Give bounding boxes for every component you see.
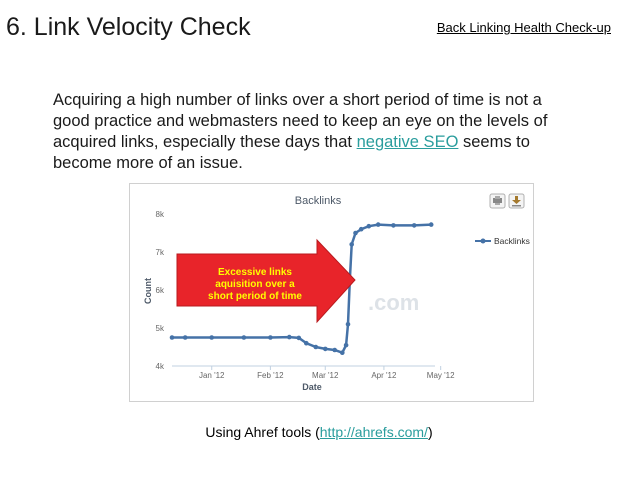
data-point bbox=[340, 350, 345, 355]
y-tick-label: 4k bbox=[155, 362, 164, 371]
slide-title: 6. Link Velocity Check bbox=[6, 13, 251, 41]
y-tick-label: 5k bbox=[155, 324, 164, 333]
data-point bbox=[391, 223, 396, 228]
paragraph-text-before: Acquiring a high number of links over a short period of time is not a good practice and webmasters need to keep an eye on the levels of acquired links, especially these days that bbox=[53, 91, 548, 151]
data-point bbox=[412, 223, 417, 228]
paragraph-text-after: seems to become more of an issue. bbox=[53, 133, 530, 172]
backlinks-chart bbox=[129, 183, 534, 402]
y-tick-label: 7k bbox=[155, 248, 164, 257]
x-axis bbox=[172, 366, 455, 380]
caption bbox=[0, 424, 638, 440]
x-tick-label: Apr '12 bbox=[371, 371, 397, 380]
x-tick-label: Jan '12 bbox=[198, 371, 225, 380]
data-point bbox=[314, 345, 319, 350]
x-tick-label: May '12 bbox=[426, 371, 455, 380]
y-tick-label: 6k bbox=[155, 286, 164, 295]
annotation-line-1: Excessive links bbox=[218, 267, 292, 278]
annotation-arrow bbox=[177, 240, 355, 322]
data-point bbox=[297, 336, 302, 341]
annotation-line-3: short period of time bbox=[208, 291, 302, 302]
data-point bbox=[332, 348, 337, 353]
legend-label: Backlinks bbox=[494, 236, 530, 246]
annotation-line-2: aquisition over a bbox=[215, 279, 295, 290]
data-point bbox=[346, 322, 351, 327]
chart-watermark: .com bbox=[368, 290, 420, 315]
data-point bbox=[287, 335, 292, 340]
data-point bbox=[242, 335, 247, 340]
body-paragraph bbox=[53, 90, 583, 174]
data-point bbox=[209, 335, 214, 340]
data-point bbox=[304, 341, 309, 346]
chart-title: Backlinks bbox=[294, 195, 342, 207]
legend-marker bbox=[481, 239, 486, 244]
data-point bbox=[170, 335, 175, 340]
x-axis-label: Date bbox=[302, 382, 322, 392]
ahrefs-link[interactable]: http://ahrefs.com/ bbox=[319, 424, 428, 440]
x-tick-label: Mar '12 bbox=[312, 371, 339, 380]
caption-text-before: Using Ahref tools ( bbox=[205, 424, 320, 440]
data-point bbox=[268, 335, 273, 340]
data-point bbox=[353, 231, 358, 236]
negative-seo-link[interactable]: negative SEO bbox=[356, 133, 459, 151]
y-axis-label: Count bbox=[143, 278, 153, 304]
data-point bbox=[376, 222, 381, 227]
header-link[interactable]: Back Linking Health Check-up bbox=[436, 20, 611, 35]
caption-text-after: ) bbox=[427, 424, 433, 440]
export-button[interactable] bbox=[509, 194, 524, 208]
data-point bbox=[429, 222, 434, 227]
data-point bbox=[359, 227, 364, 232]
data-point bbox=[367, 224, 372, 229]
data-point bbox=[349, 242, 354, 247]
y-axis bbox=[156, 210, 165, 371]
x-tick-label: Feb '12 bbox=[257, 371, 284, 380]
print-button[interactable] bbox=[490, 194, 505, 208]
chart-canvas bbox=[130, 184, 535, 403]
data-point bbox=[323, 347, 328, 352]
data-point bbox=[183, 335, 188, 340]
chart-legend[interactable] bbox=[475, 236, 530, 246]
data-point bbox=[344, 343, 349, 348]
y-tick-label: 8k bbox=[155, 210, 164, 219]
